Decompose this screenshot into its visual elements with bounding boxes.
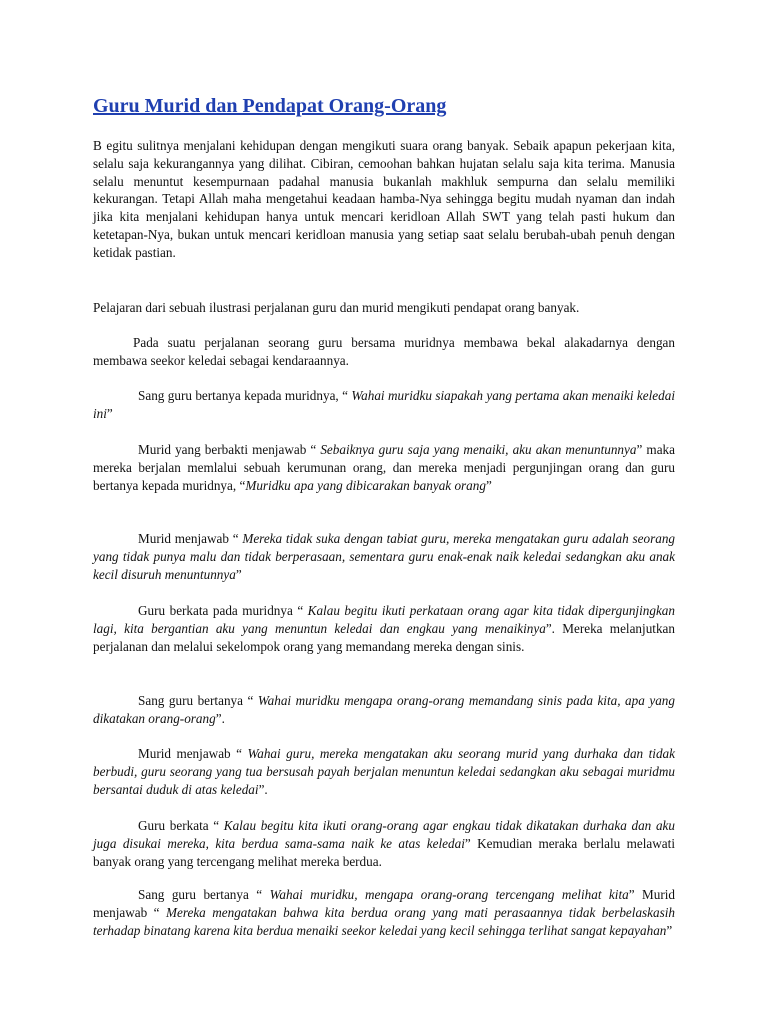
paragraph-dialogue-2 [93, 441, 675, 494]
dialogue-quote: Muridku apa yang dibicarakan banyak orang [245, 477, 486, 493]
dialogue-text: Murid yang berbakti menjawab “ [138, 442, 321, 457]
dialogue-quote: Mereka mengatakan bahwa kita berdua orang yang mati perasaannya tidak berbelaskasih terhadap binatang karena kita berdua menaiki seekor keledai yang kecil sehingga terlihat sangat kepayahan [93, 904, 676, 938]
dialogue-text: ” [666, 922, 673, 938]
dialogue-text: ”. [258, 781, 268, 797]
dialogue-text: Murid menjawab “ [138, 746, 248, 761]
paragraph-intro: B egitu sulitnya menjalani kehidupan dengan mengikuti suara orang banyak. Sebaik apapun pekerjaan kita, selalu saja kekurangannya yang dilihat. Cibiran, cemoohan bahkan hujatan selalu saja kita terima. Manusia selalu menuntut kesempurnaan padahal manusia bukanlah makhluk sempurna dan selalu memiliki kekurangan. Tetapi Allah maha mengetahui keadaan hamba-Nya sehingga begitu mudah nyaman dan indah jika kita menjalani kehidupan hanya untuk mencari keridloan Allah SWT yang telah pasti hukum dan ketetapan-Nya, bukan untuk mencari keridloan manusia yang setiap saat selalu berubah-ubah penuh dengan ketidak pastian. [93, 138, 675, 260]
document-title: Guru Murid dan Pendapat Orang-Orang [93, 95, 447, 117]
dialogue-quote: Sebaiknya guru saja yang menaiki, aku akan menuntunnya [320, 442, 637, 457]
paragraph-dialogue-8 [93, 886, 675, 939]
dialogue-quote: Wahai muridku mengapa orang-orang memandang sinis pada kita, apa yang dikatakan orang-orang [93, 693, 675, 726]
paragraph-lesson: Pelajaran dari sebuah ilustrasi perjalanan guru dan murid mengikuti pendapat orang banyak. [93, 300, 580, 315]
paragraph-dialogue-3 [93, 530, 675, 583]
dialogue-quote: Wahai guru, mereka mengatakan aku seorang murid yang durhaka dan tidak berbudi, guru seorang yang tua bersusah payah berjalan menuntun keledai sedangkan aku sebagai muridmu bersantai duduk di atas keledai [93, 746, 675, 797]
paragraph-journey: Pada suatu perjalanan seorang guru bersama muridnya membawa bekal alakadarnya dengan membawa seekor keledai sebagai kendaraannya. [93, 335, 675, 368]
dialogue-quote: Kalau begitu ikuti perkataan orang agar kita tidak dipergunjingkan lagi, kita bergantian aku yang menuntun keledai dan engkau yang menaikinya [93, 603, 675, 636]
paragraph-dialogue-1 [93, 387, 675, 423]
dialogue-text: ”. Mereka melanjutkan perjalanan dan melalui sekelompok orang yang memandang mereka dengan sinis. [93, 620, 675, 654]
dialogue-quote: Kalau begitu kita ikuti orang-orang agar engkau tidak dikatakan durhaka dan aku juga disukai mereka, kita berdua sama-sama naik ke atas keledai [93, 818, 675, 851]
dialogue-text: ” [106, 405, 113, 421]
dialogue-text: ” Murid menjawab “ [93, 887, 675, 920]
dialogue-text: ” [235, 566, 242, 582]
dialogue-text: ”. [215, 710, 225, 726]
paragraph-dialogue-7 [93, 817, 675, 870]
dialogue-quote: Wahai muridku, mengapa orang-orang tercengang melihat kita [269, 887, 629, 902]
dialogue-text: ” [485, 477, 492, 493]
dialogue-text: ” Kemudian meraka berlalu melawati banyak orang yang tercengang melihat mereka berdua. [93, 835, 675, 869]
dialogue-text: Guru berkata “ [138, 818, 224, 833]
paragraph-dialogue-6 [93, 745, 675, 798]
dialogue-text: Sang guru bertanya “ [138, 887, 270, 902]
dialogue-quote: Wahai muridku siapakah yang pertama akan menaiki keledai ini [93, 388, 675, 421]
dialogue-quote: Mereka tidak suka dengan tabiat guru, mereka mengatakan guru adalah seorang yang tidak punya malu dan tidak berperasaan, sementara guru enak-enak naik keledai sedangkan aku anak kecil disuruh menuntunnya [93, 531, 676, 582]
paragraph-dialogue-4 [93, 602, 675, 655]
dialogue-text: Murid menjawab “ [138, 531, 243, 546]
dialogue-text: Guru berkata pada muridnya “ [138, 603, 308, 618]
paragraph-dialogue-5 [93, 692, 675, 728]
dialogue-text: Sang guru bertanya kepada muridnya, “ [138, 388, 352, 403]
dialogue-text: ” maka mereka berjalan memlalui sebuah kerumunan orang, dan mereka menjadi pergunjingan orang dan guru bertanya kepada muridnya, “ [93, 442, 675, 493]
dialogue-text: Sang guru bertanya “ [138, 693, 258, 708]
